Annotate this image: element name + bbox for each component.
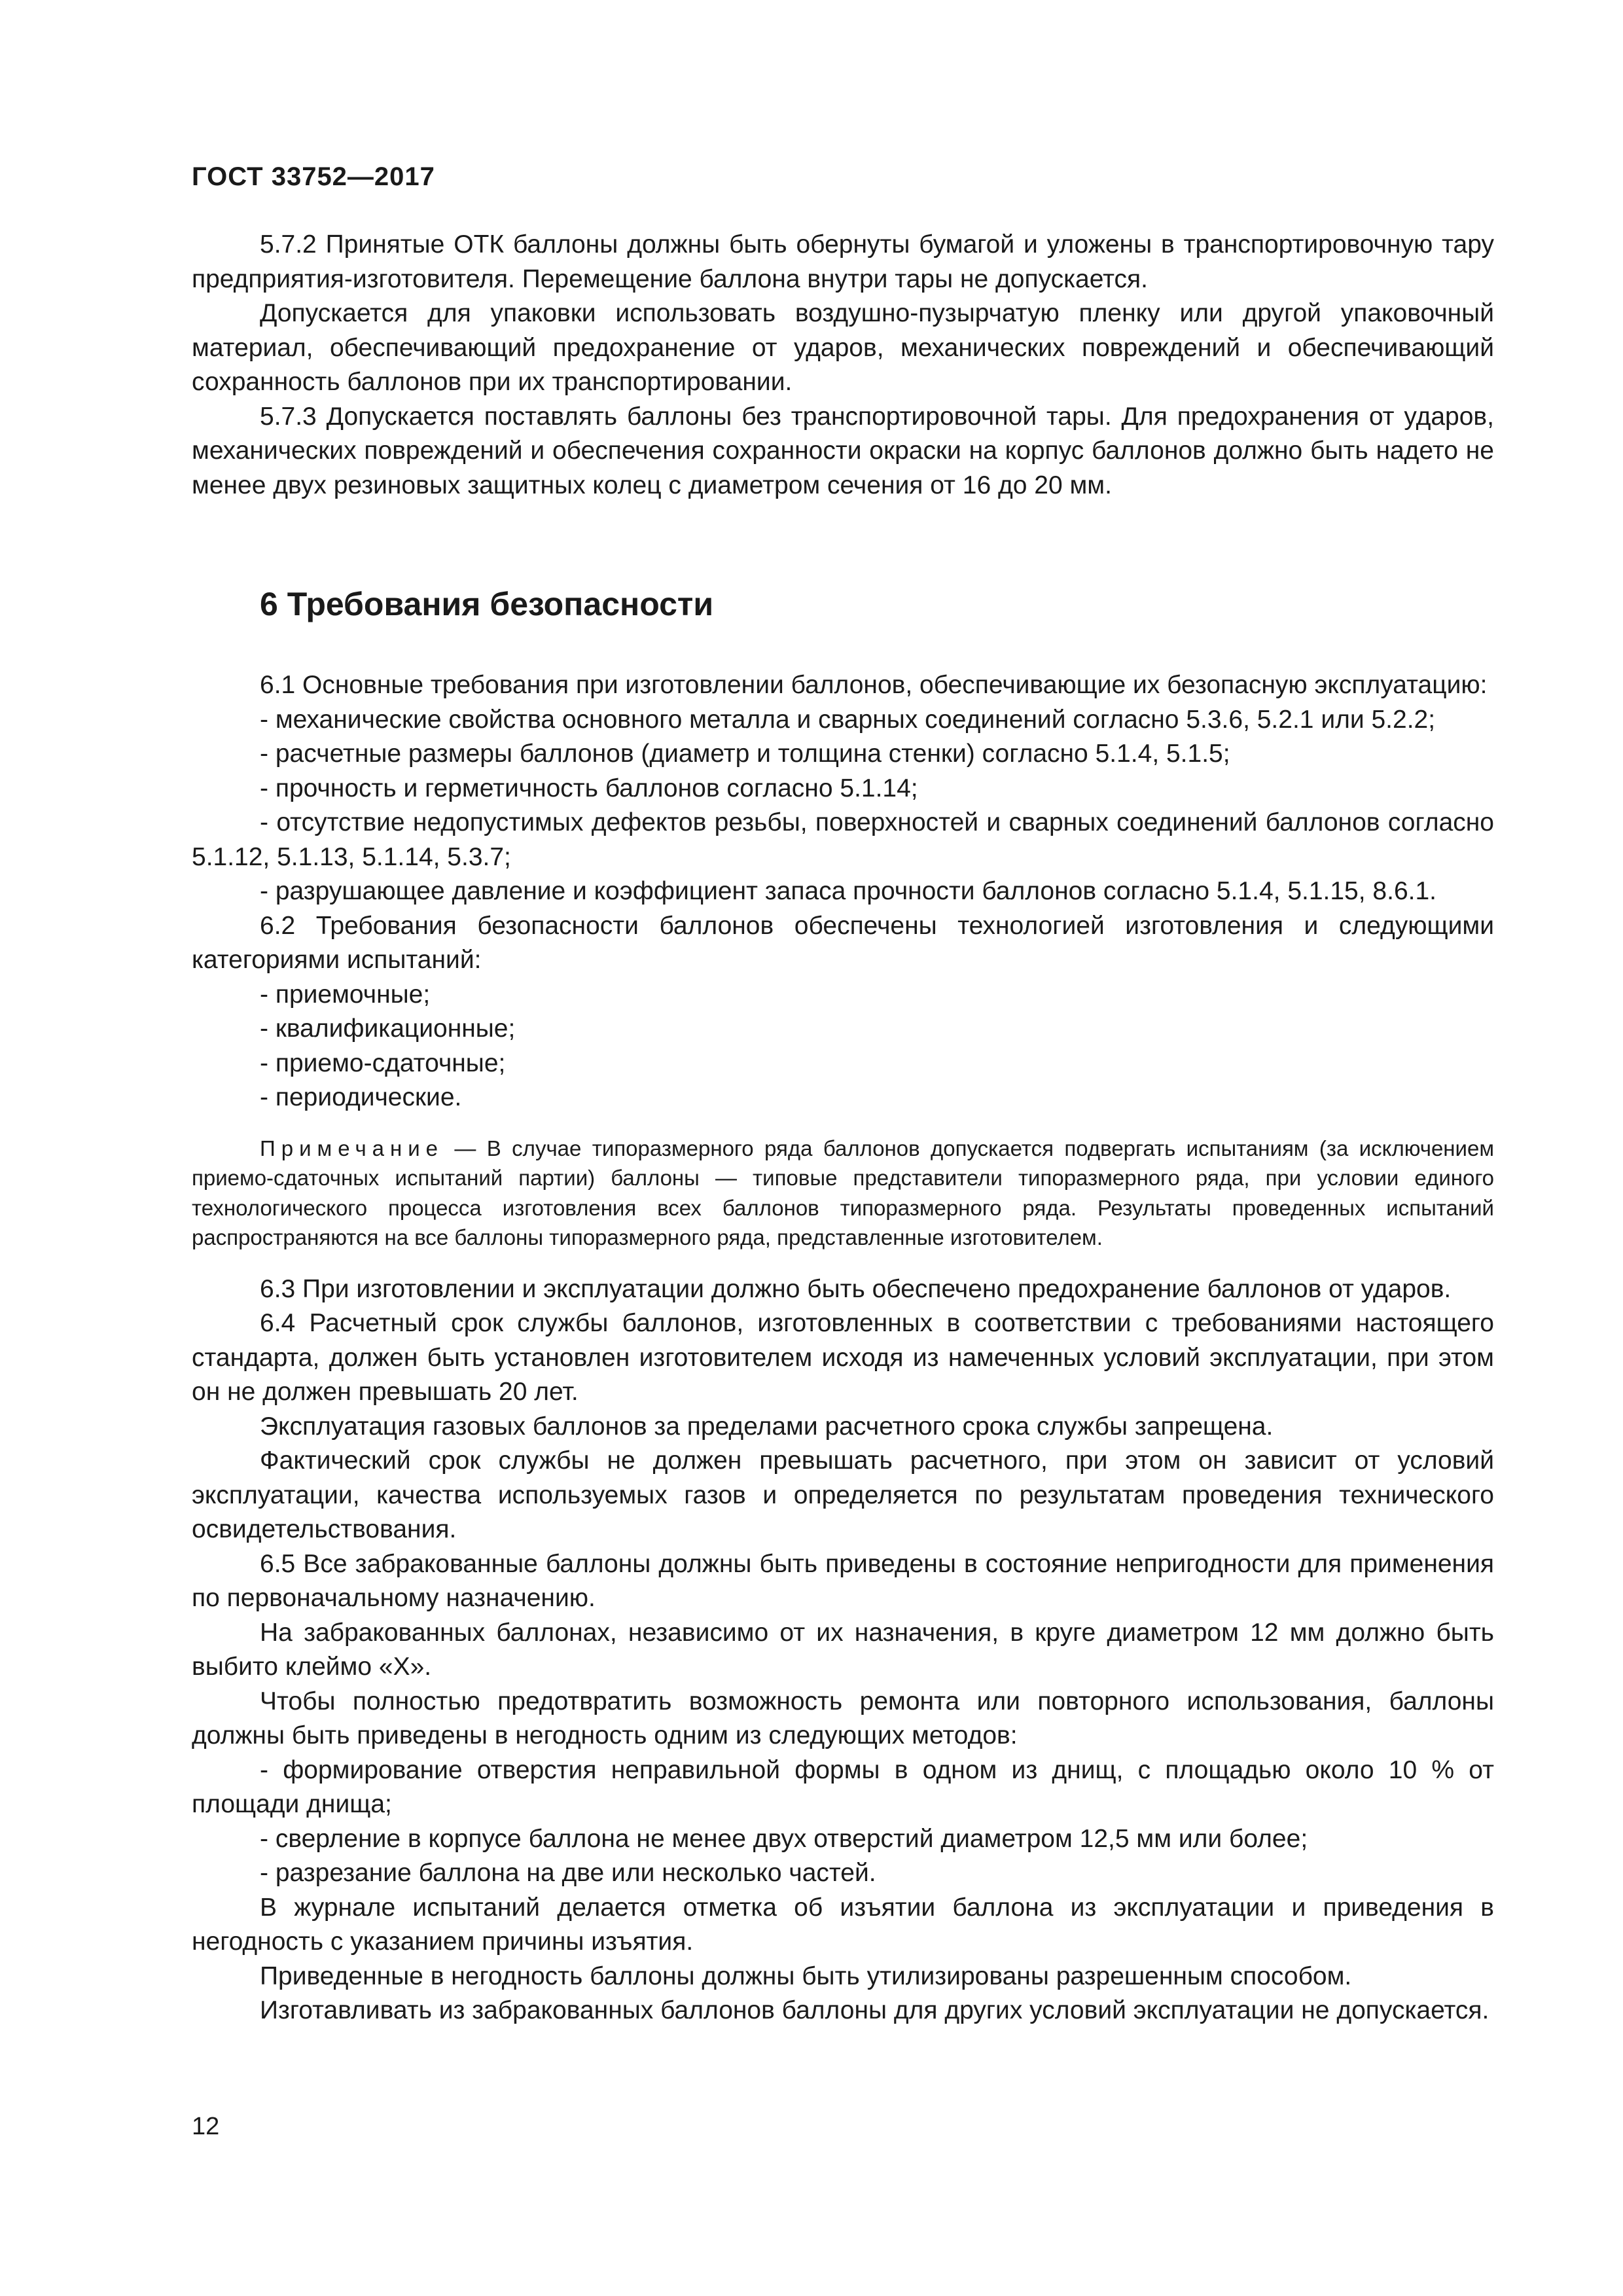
paragraph: Изготавливать из забракованных баллонов баллоны для других условий эксплуатации не допускается. <box>260 1996 1489 2024</box>
page-number: 12 <box>192 2113 220 2140</box>
paragraph: Фактический срок службы не должен превышать расчетного, при этом он зависит от условий эксплуатации, качества используемых газов и определяется по результатам проведения технического освидетельствования. <box>192 1446 1494 1543</box>
list-item: - механические свойства основного металла и сварных соединений согласно 5.3.6, 5.2.1 или 5.2.2; <box>260 705 1436 734</box>
paragraph: Чтобы полностью предотвратить возможность ремонта или повторного использования, баллоны должны быть приведены в негодность одним из следующих методов: <box>192 1687 1494 1749</box>
paragraph-5-7-3: 5.7.3 Допускается поставлять баллоны без транспортировочной тары. Для предохранения от ударов, механических повреждений и обеспечения сохранности окраски на корпус баллонов должно быть надето не менее двух резиновых защитных колец с диаметром сечения от 16 до 20 мм. <box>192 402 1494 499</box>
list-item: - приемо-сдаточные; <box>260 1049 506 1077</box>
paragraph-6-2: 6.2 Требования безопасности баллонов обеспечены технологией изготовления и следующими категориями испытаний: <box>192 911 1494 974</box>
document-header: ГОСТ 33752—2017 <box>192 162 435 191</box>
list-item: - сверление в корпусе баллона не менее двух отверстий диаметром 12,5 мм или более; <box>260 1824 1308 1853</box>
paragraph: Приведенные в негодность баллоны должны быть утилизированы разрешенным способом. <box>260 1962 1352 1990</box>
list-item: - прочность и герметичность баллонов согласно 5.1.14; <box>260 774 918 802</box>
paragraph: В журнале испытаний делается отметка об изъятии баллона из эксплуатации и приведения в негодность с указанием причины изъятия. <box>192 1893 1494 1956</box>
list-item: - приемочные; <box>260 980 431 1009</box>
note <box>192 1134 1494 1253</box>
list-item: - квалификационные; <box>260 1014 516 1043</box>
list-item: - отсутствие недопустимых дефектов резьбы, поверхностей и сварных соединений баллонов согласно 5.1.12, 5.1.13, 5.1.14, 5.3.7; <box>192 808 1494 871</box>
paragraph-5-7-2: 5.7.2 Принятые ОТК баллоны должны быть обернуты бумагой и уложены в транспортировочную тару предприятия-изготовителя. Перемещение баллона внутри тары не допускается. <box>192 230 1494 293</box>
paragraph-6-1: 6.1 Основные требования при изготовлении баллонов, обеспечивающие их безопасную эксплуатацию: <box>260 671 1488 699</box>
section-title: 6 Требования безопасности <box>260 586 714 622</box>
list-item: - периодические. <box>260 1083 462 1111</box>
list-item: - разрезание баллона на две или несколько частей. <box>260 1859 876 1887</box>
paragraph: Эксплуатация газовых баллонов за пределами расчетного срока службы запрещена. <box>260 1412 1274 1441</box>
list-item: - разрушающее давление и коэффициент запаса прочности баллонов согласно 5.1.4, 5.1.15, 8.6.1. <box>260 877 1436 905</box>
paragraph-6-4: 6.4 Расчетный срок службы баллонов, изготовленных в соответствии с требованиями настоящего стандарта, должен быть установлен изготовителем исходя из намеченных условий эксплуатации, при этом он не должен превышать 20 лет. <box>192 1309 1494 1406</box>
list-item: - формирование отверстия неправильной формы в одном из днищ, с площадью около 10 % от площади днища; <box>192 1755 1494 1818</box>
list-item: - расчетные размеры баллонов (диаметр и толщина стенки) согласно 5.1.4, 5.1.5; <box>260 740 1230 768</box>
paragraph-6-5: 6.5 Все забракованные баллоны должны быть приведены в состояние непригодности для применения по первоначальному назначению. <box>192 1549 1494 1612</box>
paragraph: На забракованных баллонах, независимо от их назначения, в круге диаметром 12 мм должно быть выбито клеймо «Х». <box>192 1618 1494 1681</box>
note-label: Примечание <box>260 1136 444 1160</box>
paragraph-packaging: Допускается для упаковки использовать воздушно-пузырчатую пленку или другой упаковочный материал, обеспечивающий предохранение от ударов, механических повреждений и обеспечивающий сохранность баллонов при их транспортировании. <box>192 299 1494 396</box>
note-text: — В случае типоразмерного ряда баллонов допускается подвергать испытаниям (за исключением приемо-сдаточных испытаний партии) баллоны — типовые представители типоразмерного ряда, при условии единого технологического процесса изготовления всех баллонов типоразмерного ряда. Результаты проведенных испытаний распространяются на все баллоны типоразмерного ряда, представленные изготовителем. <box>192 1136 1495 1249</box>
document-body <box>192 228 1494 2028</box>
paragraph-6-3: 6.3 При изготовлении и эксплуатации должно быть обеспечено предохранение баллонов от ударов. <box>260 1274 1452 1303</box>
